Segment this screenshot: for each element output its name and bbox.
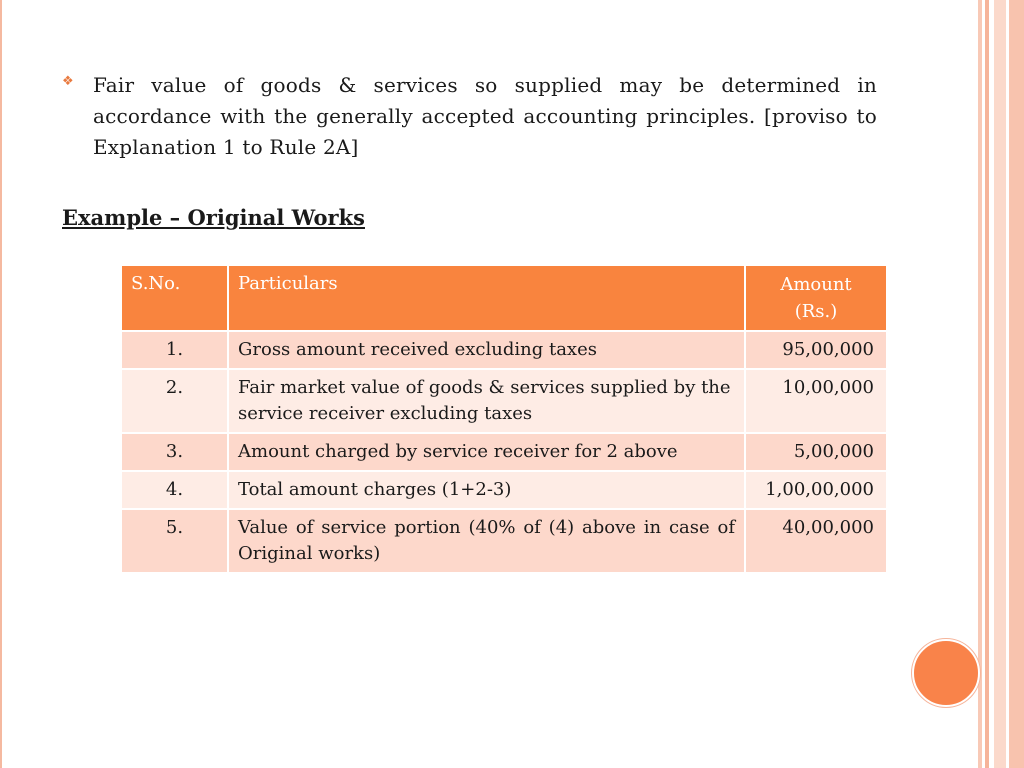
header-sno: S.No. xyxy=(121,265,228,331)
row-particulars: Total amount charges (1+2-3) xyxy=(228,471,745,509)
row-sno: 3. xyxy=(121,433,228,471)
row-amount: 10,00,000 xyxy=(745,369,887,433)
example-table xyxy=(120,264,888,574)
row-amount: 5,00,000 xyxy=(745,433,887,471)
row-amount: 1,00,00,000 xyxy=(745,471,887,509)
decorative-circle xyxy=(912,639,980,707)
table-row xyxy=(121,369,887,433)
table-row xyxy=(121,509,887,573)
row-particulars: Gross amount received excluding taxes xyxy=(228,331,745,369)
decorative-stripes xyxy=(978,0,1024,768)
row-particulars: Amount charged by service receiver for 2 above xyxy=(228,433,745,471)
row-sno: 5. xyxy=(121,509,228,573)
diamond-bullet-icon: ❖ xyxy=(62,74,74,89)
header-particulars: Particulars xyxy=(228,265,745,331)
left-border-line xyxy=(0,0,2,768)
bullet-point xyxy=(62,70,877,163)
row-particulars: Fair market value of goods & services supplied by the service receiver excluding taxes xyxy=(228,369,745,433)
header-amount-line2: (Rs.) xyxy=(794,301,838,322)
header-amount xyxy=(745,265,887,331)
row-particulars: Value of service portion (40% of (4) above in case of Original works) xyxy=(228,509,745,573)
table-row xyxy=(121,433,887,471)
bullet-text: Fair value of goods & services so supplied may be determined in accordance with the generally accepted accounting principles. [proviso to Explanation 1 to Rule 2A] xyxy=(93,73,877,159)
row-amount: 95,00,000 xyxy=(745,331,887,369)
row-sno: 4. xyxy=(121,471,228,509)
table-row xyxy=(121,471,887,509)
row-amount: 40,00,000 xyxy=(745,509,887,573)
section-heading: Example – Original Works xyxy=(62,205,365,230)
row-sno: 2. xyxy=(121,369,228,433)
row-sno: 1. xyxy=(121,331,228,369)
table-row xyxy=(121,331,887,369)
table-header-row xyxy=(121,265,887,331)
header-amount-line1: Amount xyxy=(780,274,852,295)
